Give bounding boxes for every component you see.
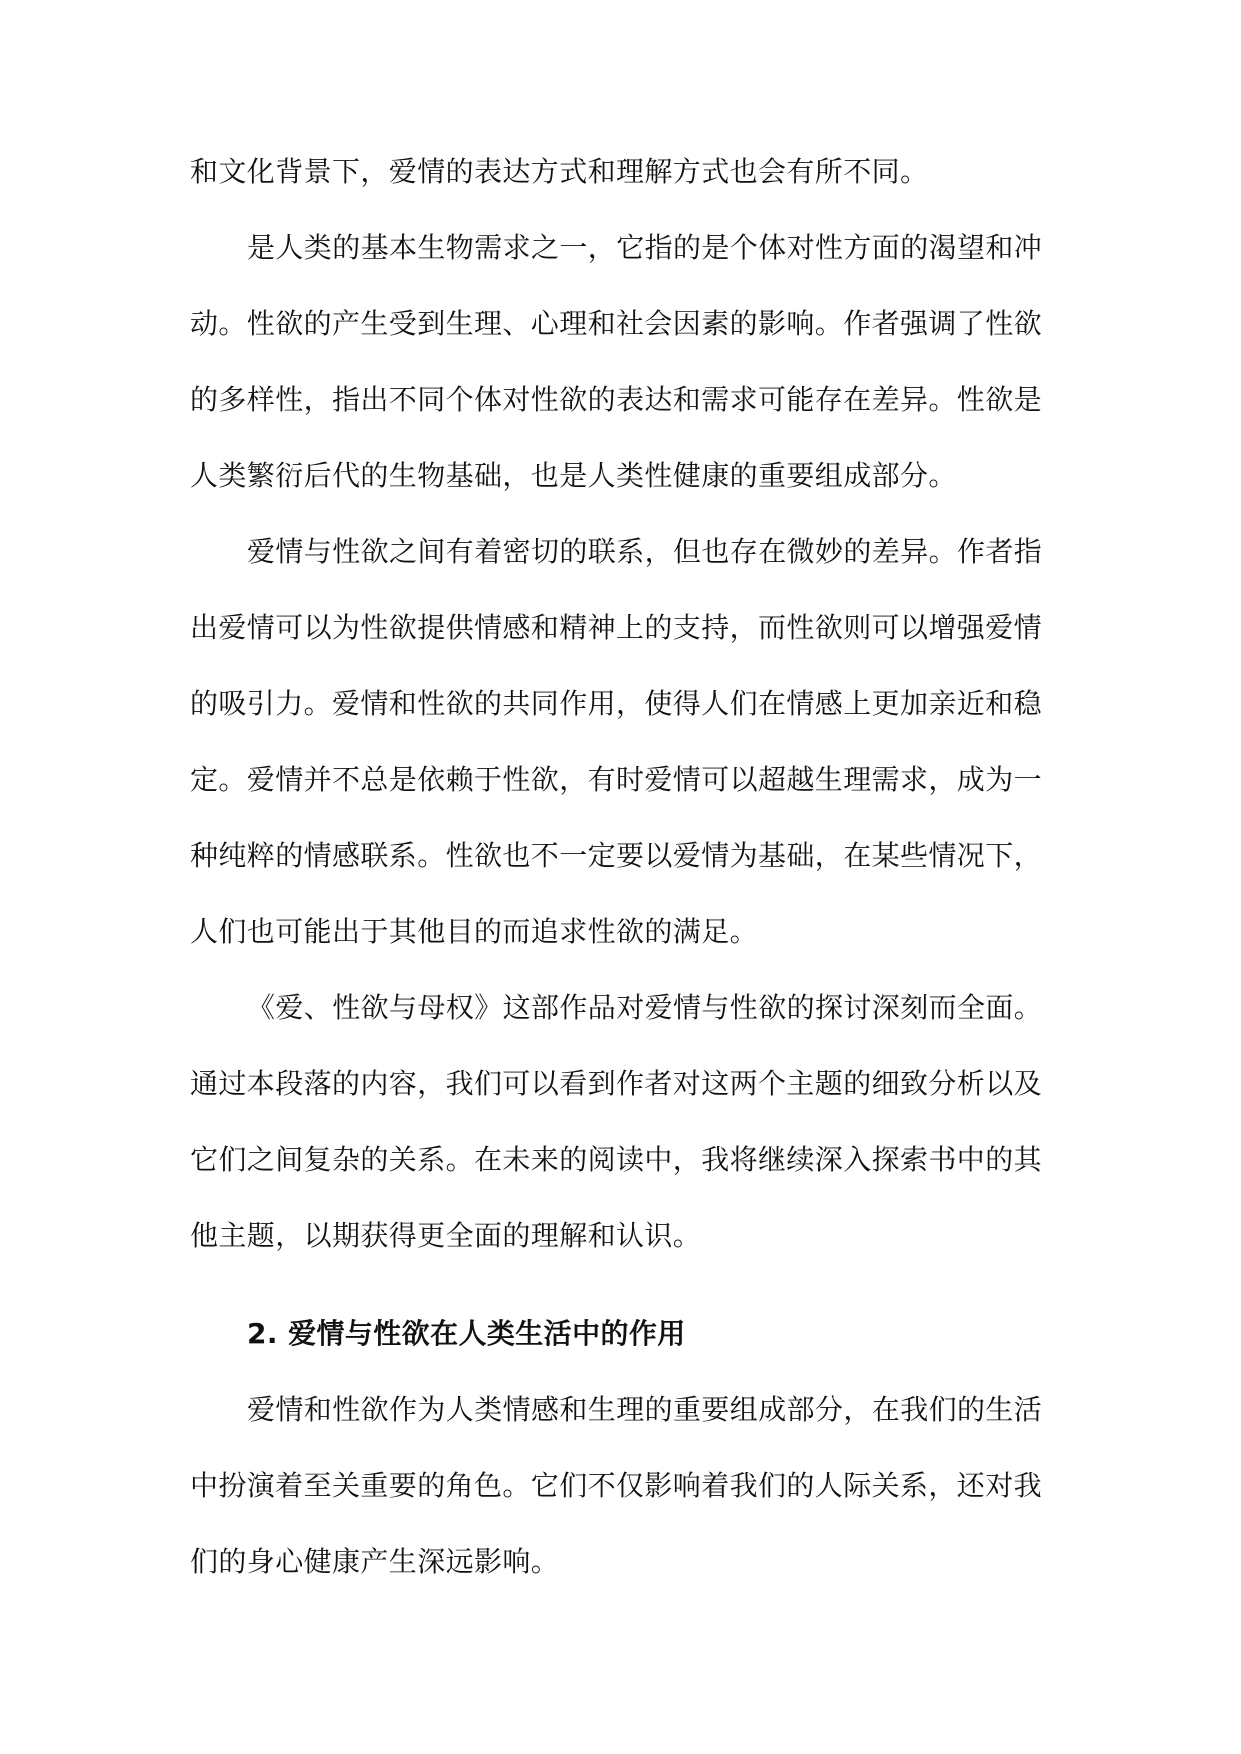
text-line: 通过本段落的内容，我们可以看到作者对这两个主题的细致分析以及 bbox=[190, 1067, 1043, 1100]
text-line: 动。性欲的产生受到生理、心理和社会因素的影响。作者强调了性欲 bbox=[190, 307, 1043, 340]
text-line: 人们也可能出于其他目的而追求性欲的满足。 bbox=[190, 915, 759, 948]
text-line: 和文化背景下，爱情的表达方式和理解方式也会有所不同。 bbox=[190, 155, 929, 188]
text-line: 的多样性，指出不同个体对性欲的表达和需求可能存在差异。性欲是 bbox=[190, 383, 1043, 416]
text-line: 爱情和性欲作为人类情感和生理的重要组成部分，在我们的生活 bbox=[247, 1393, 1043, 1426]
text-line: 爱情与性欲之间有着密切的联系，但也存在微妙的差异。作者指 bbox=[247, 535, 1043, 568]
text-line: 的吸引力。爱情和性欲的共同作用，使得人们在情感上更加亲近和稳 bbox=[190, 687, 1043, 720]
text-line: 他主题，以期获得更全面的理解和认识。 bbox=[190, 1219, 702, 1252]
text-line: 定。爱情并不总是依赖于性欲，有时爱情可以超越生理需求，成为一 bbox=[190, 763, 1043, 796]
text-line: 们的身心健康产生深远影响。 bbox=[190, 1545, 560, 1578]
text-line: 它们之间复杂的关系。在未来的阅读中，我将继续深入探索书中的其 bbox=[190, 1143, 1043, 1176]
text-line: 《爱、性欲与母权》这部作品对爱情与性欲的探讨深刻而全面。 bbox=[247, 991, 1043, 1024]
text-line: 中扮演着至关重要的角色。它们不仅影响着我们的人际关系，还对我 bbox=[190, 1469, 1043, 1502]
text-line: 出爱情可以为性欲提供情感和精神上的支持，而性欲则可以增强爱情 bbox=[190, 611, 1043, 644]
section-heading: 2. 爱情与性欲在人类生活中的作用 bbox=[247, 1317, 686, 1350]
text-line: 种纯粹的情感联系。性欲也不一定要以爱情为基础，在某些情况下， bbox=[190, 839, 1043, 872]
text-line: 人类繁衍后代的生物基础，也是人类性健康的重要组成部分。 bbox=[190, 459, 957, 492]
text-line: 是人类的基本生物需求之一，它指的是个体对性方面的渴望和冲 bbox=[247, 231, 1043, 264]
